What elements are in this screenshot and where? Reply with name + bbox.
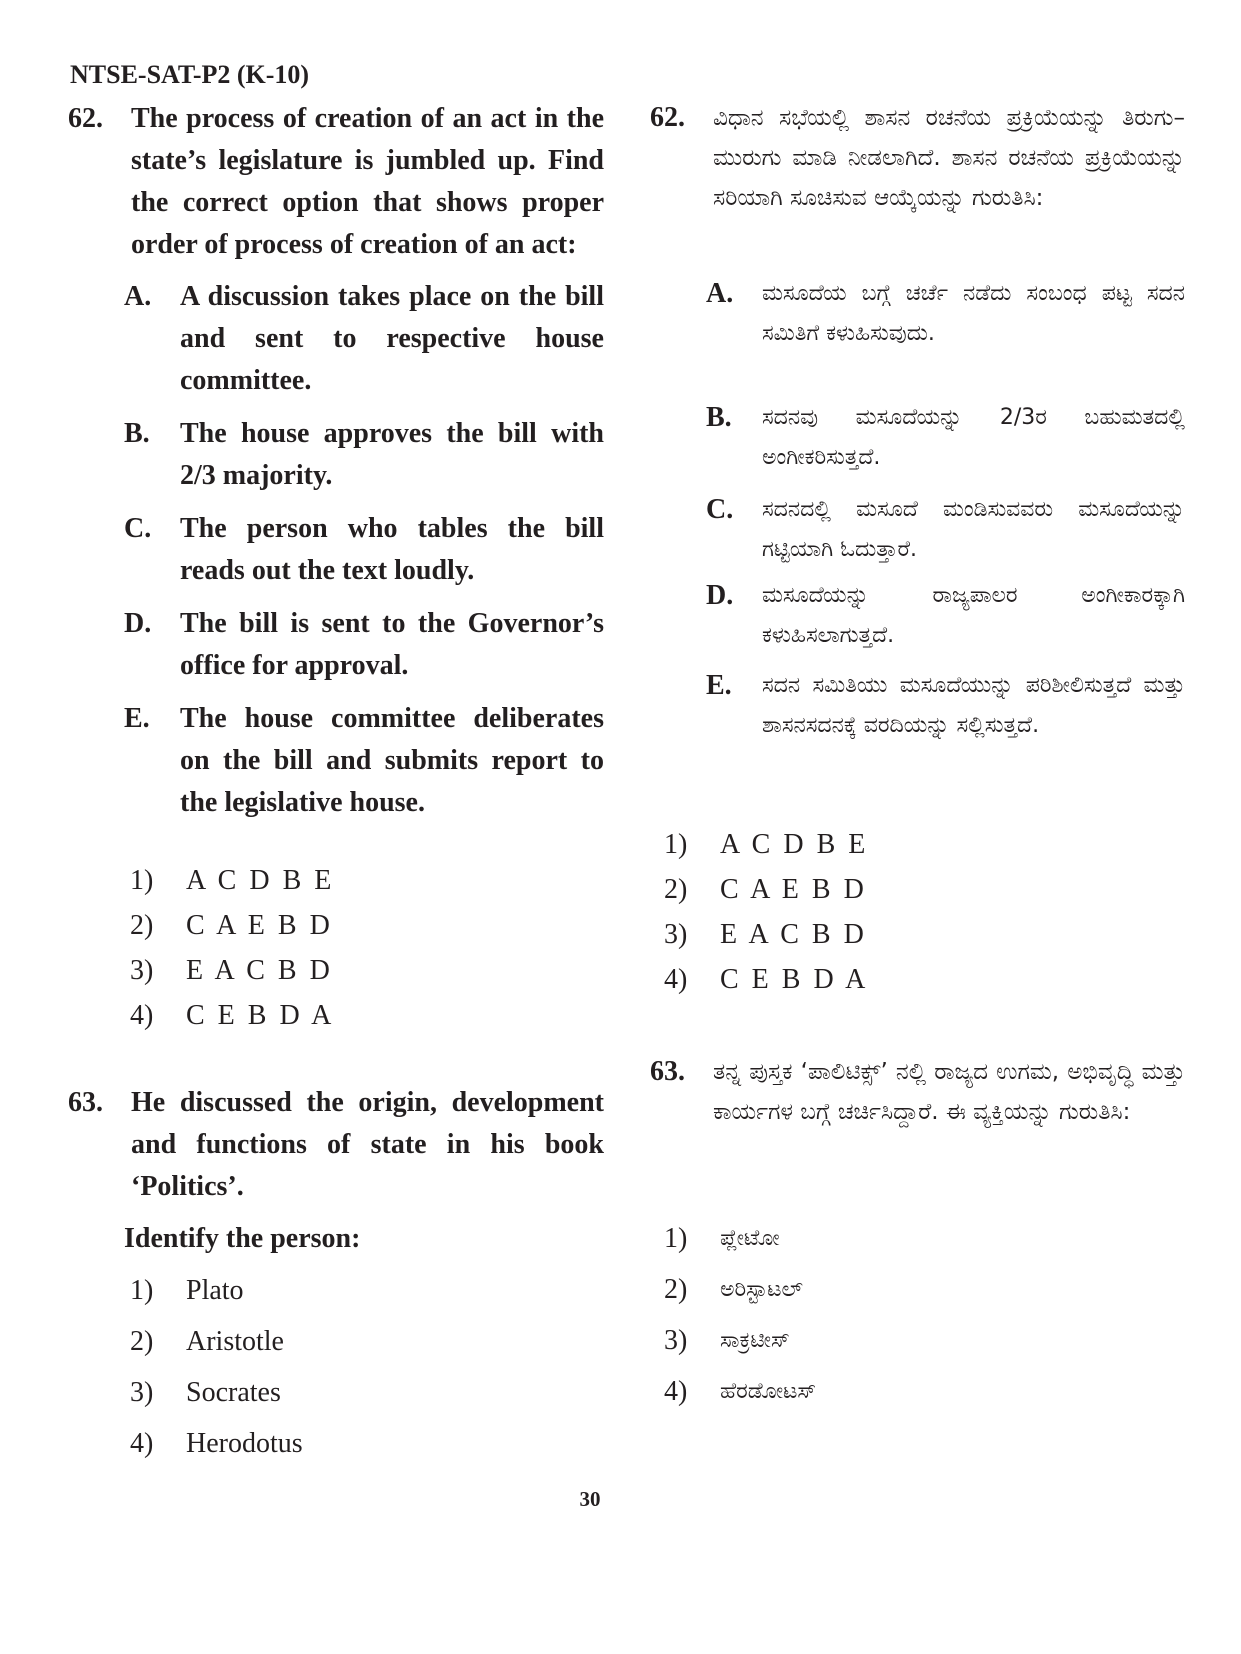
question-63-en <box>68 1082 604 1208</box>
answer-number: 4) <box>130 1428 154 1459</box>
answer-number: 2) <box>664 874 688 905</box>
answer-value: C E B D A <box>720 964 869 995</box>
statement-b <box>124 413 604 497</box>
statement-letter: E. <box>124 703 150 734</box>
question-text: ತನ್ನ ಪುಸ್ತಕ ‘ಪಾಲಿಟಿಕ್ಸ್’ ನಲ್ಲಿ ರಾಜ್ಯದ ಉಗಮ, ಅಭಿವೃದ್ಧಿ ಮತ್ತು ಕಾರ್ಯಗಳ ಬಗ್ಗೆ ಚರ್ಚಿಸಿದ್ದಾರೆ. ಈ ವ್ಯಕ್ತಿಯನ್ನು ಗುರುತಿಸಿ: <box>713 1059 1185 1125</box>
answer-number: 2) <box>130 910 154 941</box>
statement-letter: C. <box>124 513 152 544</box>
statement-text: The bill is sent to the Governor’s office for approval. <box>180 608 604 681</box>
answer-value: Aristotle <box>186 1326 284 1357</box>
statement-text: The house committee deliberates on the bill and submits report to the legislative house. <box>180 703 604 818</box>
answer-value: C A E B D <box>720 874 867 905</box>
answer-choice-1[interactable] <box>130 858 604 903</box>
answer-number: 1) <box>130 865 154 896</box>
statement-text: The person who tables the bill reads out the text loudly. <box>180 513 604 586</box>
question-number: 63. <box>68 1087 103 1118</box>
statement-d <box>124 603 604 687</box>
answer-choice-1[interactable] <box>664 822 1185 867</box>
statement-b <box>706 398 1185 490</box>
statement-text: ಸದನವು ಮಸೂದೆಯನ್ನು 2/3ರ ಬಹುಮತದಲ್ಲಿ ಅಂಗೀಕರಿಸುತ್ತದೆ. <box>762 405 1185 470</box>
question-text: The process of creation of an act in the state’s legislature is jumbled up. Find the correct option that shows proper order of process of creation of an act: <box>131 103 604 260</box>
question-text: He discussed the origin, development and functions of state in his book ‘Politics’. <box>131 1087 604 1202</box>
answer-value: A C D B E <box>720 829 869 860</box>
answer-number: 3) <box>130 955 154 986</box>
answer-choice-3[interactable] <box>130 948 604 993</box>
answer-choice-3[interactable] <box>664 912 1185 957</box>
document-code: NTSE-SAT-P2 (K-10) <box>70 60 310 89</box>
answer-choice-4[interactable] <box>664 957 1185 1002</box>
statement-a <box>124 276 604 402</box>
statement-letter: A. <box>124 281 152 312</box>
answer-number: 1) <box>664 829 688 860</box>
kannada-column <box>650 98 1185 1420</box>
answer-number: 4) <box>664 1376 688 1407</box>
statement-text: A discussion takes place on the bill and sent to respective house committee. <box>180 281 604 396</box>
page-number: 30 <box>579 1487 601 1511</box>
answer-number: 4) <box>130 1000 154 1031</box>
statement-letter: A. <box>706 278 734 309</box>
answer-choices-62-en <box>130 858 604 1038</box>
english-column <box>68 98 604 1472</box>
answer-number: 4) <box>664 964 688 995</box>
answer-choice-4[interactable] <box>130 1421 604 1472</box>
answer-number: 3) <box>130 1377 154 1408</box>
answer-choice-1[interactable] <box>664 1216 1185 1267</box>
answer-value: ಹೆರಡೋಟಸ್ <box>720 1379 817 1404</box>
statement-e <box>124 698 604 824</box>
statement-letter: D. <box>124 608 152 639</box>
answer-value: Socrates <box>186 1377 281 1408</box>
answer-number: 3) <box>664 1325 688 1356</box>
statement-text: ಮಸೂದೆಯ ಬಗ್ಗೆ ಚರ್ಚೆ ನಡೆದು ಸಂಬಂಧ ಪಟ್ಟ ಸದನ ಸಮಿತಿಗೆ ಕಳುಹಿಸುವುದು. <box>762 281 1185 346</box>
answer-value: E A C B D <box>186 955 333 986</box>
answer-choice-2[interactable] <box>664 1267 1185 1318</box>
answer-choice-3[interactable] <box>664 1318 1185 1369</box>
question-63-kn <box>650 1052 1185 1212</box>
statement-letter: B. <box>706 402 732 433</box>
question-number: 62. <box>650 102 685 133</box>
statement-letter: C. <box>706 494 734 525</box>
statement-a <box>706 274 1185 398</box>
question-number: 62. <box>68 103 103 134</box>
answer-number: 2) <box>130 1326 154 1357</box>
answer-choice-1[interactable] <box>130 1268 604 1319</box>
answer-number: 3) <box>664 919 688 950</box>
statement-text: ಮಸೂದೆಯನ್ನು ರಾಜ್ಯಪಾಲರ ಅಂಗೀಕಾರಕ್ಕಾಗಿ ಕಳುಹಿಸಲಾಗುತ್ತದೆ. <box>762 583 1185 648</box>
answer-value: C A E B D <box>186 910 333 941</box>
answer-choices-62-kn <box>664 822 1185 1002</box>
answer-value: A C D B E <box>186 865 335 896</box>
answer-value: Plato <box>186 1275 244 1306</box>
answer-value: ಅರಿಸ್ಟಾಟಲ್ <box>720 1277 803 1302</box>
statement-letter: E. <box>706 670 732 701</box>
question-prompt: Identify the person: <box>124 1223 361 1254</box>
answer-number: 2) <box>664 1274 688 1305</box>
answer-choice-2[interactable] <box>664 867 1185 912</box>
statement-c <box>706 490 1185 576</box>
answer-choice-4[interactable] <box>664 1369 1185 1420</box>
statement-e <box>706 666 1185 786</box>
answer-value: ಪ್ಲೇಟೋ <box>720 1226 780 1251</box>
answer-number: 1) <box>130 1275 154 1306</box>
answer-value: Herodotus <box>186 1428 303 1459</box>
statement-list-62-kn <box>706 274 1185 786</box>
question-62-en <box>68 98 604 266</box>
statement-letter: D. <box>706 580 734 611</box>
statement-text: ಸದನ ಸಮಿತಿಯು ಮಸೂದೆಯುನ್ನು ಪರಿಶೀಲಿಸುತ್ತದೆ ಮತ್ತು ಶಾಸನಸದನಕ್ಕೆ ವರದಿಯನ್ನು ಸಲ್ಲಿಸುತ್ತದೆ. <box>762 673 1185 738</box>
answer-choice-4[interactable] <box>130 993 604 1038</box>
statement-c <box>124 508 604 592</box>
answer-choice-2[interactable] <box>130 1319 604 1370</box>
answer-choice-2[interactable] <box>130 903 604 948</box>
answer-choice-3[interactable] <box>130 1370 604 1421</box>
statement-letter: B. <box>124 418 150 449</box>
statement-list-62-en <box>124 276 604 824</box>
statement-d <box>706 576 1185 666</box>
question-62-kn <box>650 98 1185 266</box>
statement-text: The house approves the bill with 2/3 majority. <box>180 418 604 491</box>
question-number: 63. <box>650 1056 685 1087</box>
statement-text: ಸದನದಲ್ಲಿ ಮಸೂದೆ ಮಂಡಿಸುವವರು ಮಸೂದೆಯನ್ನು ಗಟ್ಟಿಯಾಗಿ ಓದುತ್ತಾರೆ. <box>762 497 1185 562</box>
answer-choices-63-en <box>130 1268 604 1472</box>
answer-number: 1) <box>664 1223 688 1254</box>
answer-value: C E B D A <box>186 1000 335 1031</box>
answer-value: ಸಾಕ್ರಟೀಸ್ <box>720 1328 790 1353</box>
question-text: ವಿಧಾನ ಸಭೆಯಲ್ಲಿ ಶಾಸನ ರಚನೆಯ ಪ್ರಕ್ರಿಯೆಯನ್ನು ತಿರುಗು–ಮುರುಗು ಮಾಡಿ ನೀಡಲಾಗಿದೆ. ಶಾಸನ ರಚನೆಯ ಪ್ರಕ್ರಿಯೆಯನ್ನು ಸರಿಯಾಗಿ ಸೂಚಿಸುವ ಆಯ್ಕೆಯನ್ನು ಗುರುತಿಸಿ: <box>713 105 1185 211</box>
answer-choices-63-kn <box>664 1216 1185 1420</box>
answer-value: E A C B D <box>720 919 867 950</box>
